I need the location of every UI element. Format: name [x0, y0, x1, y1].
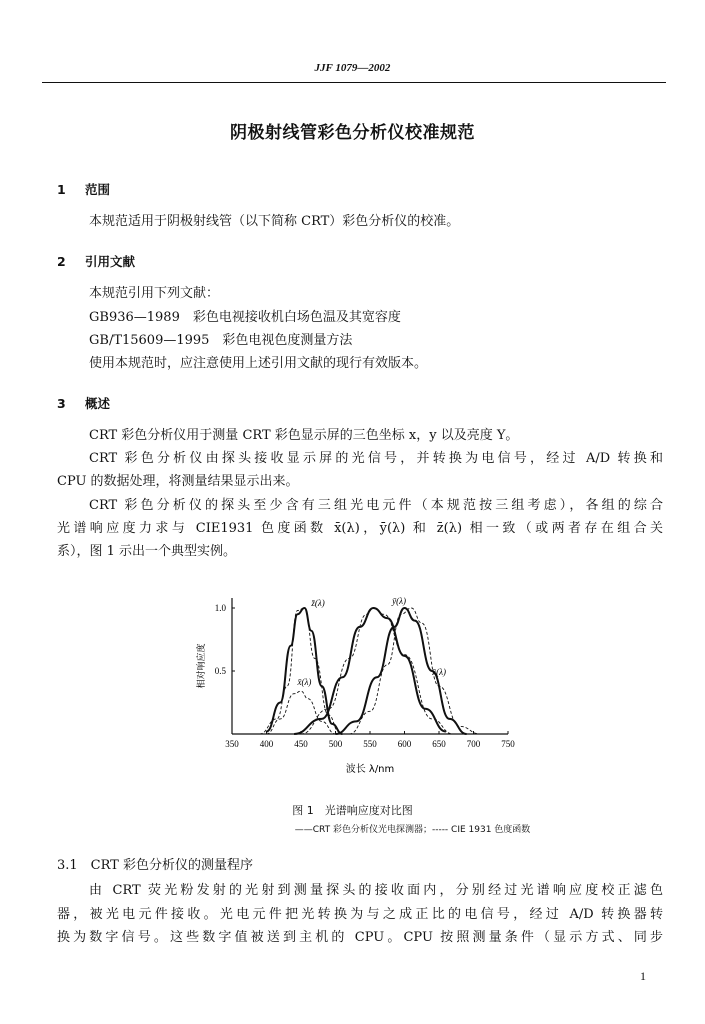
x-tick-label: 500	[328, 739, 343, 749]
y-tick-label: 1.0	[214, 603, 226, 613]
section-number: 3	[57, 396, 66, 411]
figure-legend-note: ——CRT 彩色分析仪光电探测器；----- CIE 1931 色度函数	[294, 825, 531, 835]
y-tick-label: 0.5	[214, 666, 226, 676]
solid-series-line	[267, 608, 343, 734]
section-3-heading	[57, 394, 110, 412]
x-tick-label: 700	[466, 739, 481, 749]
page-title: 阴极射线管彩色分析仪校准规范	[230, 123, 475, 143]
section-title: 引用文献	[85, 254, 136, 269]
paragraph-line: 换为数字信号。这些数字值被送到主机的 CPU。CPU 按照测量条件（显示方式、同步	[57, 930, 663, 945]
curve-label: x̄(λ)	[432, 667, 446, 677]
section-1-heading	[57, 180, 110, 198]
x-axis-label: 波长 λ/nm	[345, 764, 395, 775]
figure-caption: 图 1 光谱响应度对比图	[292, 804, 413, 817]
page-number: 1	[640, 969, 646, 983]
document-code-header: JJF 1079—2002	[314, 62, 391, 74]
paragraph-line: CPU 的数据处理，将测量结果显示出来。	[57, 474, 299, 489]
paragraph-line: 器，被光电元件接收。光电元件把光转换为与之成正比的电信号，经过 A/D 转换器转	[57, 907, 663, 922]
paragraph-line: CRT 彩色分析仪由探头接收显示屏的光信号，并转换为电信号，经过 A/D 转换和	[89, 451, 663, 466]
x-tick-label: 600	[397, 739, 412, 749]
section-title: 范围	[85, 182, 111, 197]
paragraph-line: 由 CRT 荧光粉发射的光射到测量探头的接收面内，分别经过光谱响应度校正滤色	[89, 883, 663, 898]
paragraph-line: CRT 彩色分析仪的探头至少含有三组光电元件（本规范按三组考虑），各组的综合	[89, 498, 663, 513]
y-axis-label: 相对响应度	[197, 643, 207, 689]
section-number: 2	[57, 254, 66, 269]
paragraph-line: 本规范引用下列文献：	[89, 286, 220, 301]
paragraph-line: 使用本规范时，应注意使用上述引用文献的现行有效版本。	[89, 356, 428, 371]
curve-label: x̄(λ)	[297, 677, 312, 688]
x-tick-label: 350	[225, 739, 239, 749]
reference-item: GB/T15609—1995 彩色电视色度测量方法	[89, 333, 353, 348]
curve-label: ȳ(λ)	[392, 596, 406, 606]
paragraph-line: 系），图 1 示出一个典型实例。	[57, 544, 237, 559]
section-title: 概述	[85, 396, 111, 411]
x-tick-label: 550	[363, 739, 377, 749]
header-rule	[42, 82, 666, 83]
solid-series-line	[336, 608, 467, 734]
section-number: 1	[57, 182, 66, 197]
section-2-heading	[57, 252, 135, 270]
reference-item: GB936—1989 彩色电视接收机白场色温及其宽容度	[89, 310, 401, 325]
x-tick-label: 750	[501, 739, 515, 749]
curve-label: z̄(λ)	[311, 598, 325, 608]
spectral-response-chart	[190, 588, 540, 778]
paragraph-line: 本规范适用于阴极射线管（以下简称 CRT）彩色分析仪的校准。	[89, 214, 460, 229]
subsection-3-1-heading: 3.1 CRT 彩色分析仪的测量程序	[57, 858, 253, 873]
x-tick-label: 650	[432, 739, 446, 749]
x-tick-label: 450	[294, 739, 308, 749]
paragraph-line: CRT 彩色分析仪用于测量 CRT 彩色显示屏的三色坐标 x，y 以及亮度 Y。	[89, 428, 519, 443]
paragraph-line: 光谱响应度力求与 CIE1931 色度函数 x̄(λ)，ȳ(λ) 和 z̄(λ) 相一致（或两者存在组合关	[57, 521, 663, 536]
x-tick-label: 400	[259, 739, 274, 749]
